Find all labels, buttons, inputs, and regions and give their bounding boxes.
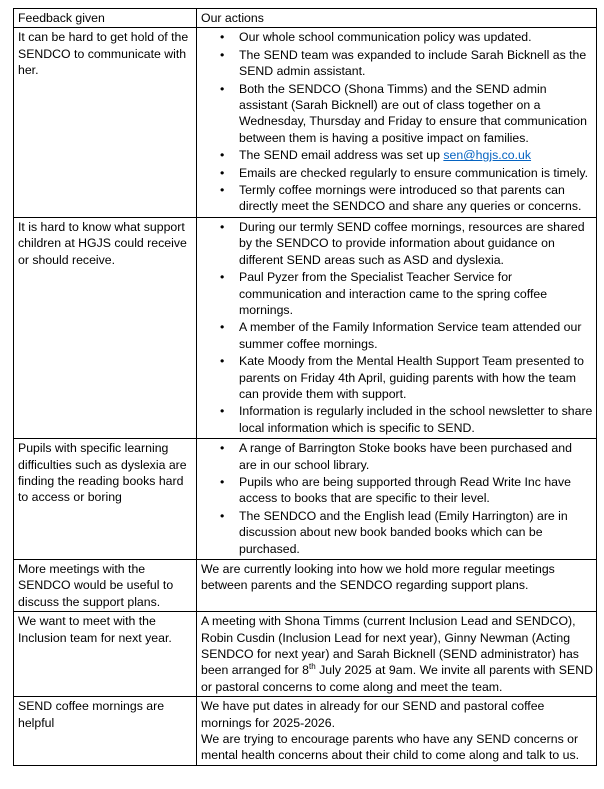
actions-list [201,440,593,557]
actions-cell [197,697,597,766]
actions-cell: We are currently looking into how we hold more regular meetings between parents and the SENDCO regarding support plans. [197,560,597,612]
actions-cell [197,439,597,560]
action-text: July 2025 at 9am. We invite all parents with SEND or pastoral concerns to come along and meet the team. [201,663,593,694]
ordinal-suffix: th [309,662,316,672]
header-actions: Our actions [197,9,597,28]
table-row [14,439,597,560]
header-row [14,9,597,28]
actions-cell [197,28,597,217]
list-item: • Both the SENDCO (Shona Timms) and the SEND admin assistant (Sarah Bicknell) are out of class together on a Wednesday, Thursday and Friday to ensure that communication between them is having a positive impact on families. [239,81,593,147]
list-item: • The SENDCO and the English lead (Emily Harrington) are in discussion about new book banded books which can be purchased. [239,508,593,557]
table-row [14,612,597,697]
feedback-cell: It is hard to know what support children at HGJS could receive or should receive. [14,217,197,438]
action-text: A meeting with Shona Timms (current Inclusion Lead and SENDCO), Robin Cusdin (Inclusion Lead for next year), Ginny Newman (Acting SENDCO for next year) and Sarah Bicknell (SEND administrator) has been arranged for 8 [201,614,579,678]
table-row [14,28,597,217]
list-item: • Emails are checked regularly to ensure communication is timely. [239,165,593,181]
table-row [14,697,597,766]
actions-cell [197,612,597,697]
list-item: • Paul Pyzer from the Specialist Teacher Service for communication and interaction came to the spring coffee mornings. [239,269,593,318]
list-item: • Pupils who are being supported through Read Write Inc have access to books that are specific to their level. [239,474,593,507]
action-paragraph: We are trying to encourage parents who have any SEND concerns or mental health concerns about their child to come along and talk to us. [201,732,580,763]
feedback-cell: More meetings with the SENDCO would be useful to discuss the support plans. [14,560,197,612]
feedback-cell: It can be hard to get hold of the SENDCO to communicate with her. [14,28,197,217]
action-paragraph: We have put dates in already for our SEND and pastoral coffee mornings for 2025-2026. [201,699,545,730]
actions-list [201,219,593,436]
table-row [14,217,597,438]
email-link[interactable]: sen@hgjs.co.uk [443,148,532,163]
list-item: • A range of Barrington Stoke books have been purchased and are in our school library. [239,440,593,473]
list-item: • Information is regularly included in the school newsletter to share local information which is specific to SEND. [239,403,593,436]
list-item: • Kate Moody from the Mental Health Support Team presented to parents on Friday 4th April, guiding parents with how the team can provide them with support. [239,353,593,402]
feedback-cell: Pupils with specific learning difficulties such as dyslexia are finding the reading books hard to access or boring [14,439,197,560]
list-item: • The SEND team was expanded to include Sarah Bicknell as the SEND admin assistant. [239,47,593,80]
actions-list [201,29,593,214]
actions-cell [197,217,597,438]
table-row [14,560,597,612]
list-item: • A member of the Family Information Service team attended our summer coffee mornings. [239,319,593,352]
list-item: • Termly coffee mornings were introduced so that parents can directly meet the SENDCO and share any queries or concerns. [239,182,593,215]
feedback-cell: We want to meet with the Inclusion team for next year. [14,612,197,697]
list-item [239,147,593,163]
list-item-text: The SEND email address was set up [239,148,440,163]
list-item: • During our termly SEND coffee mornings, resources are shared by the SENDCO to provide information about guidance on different SEND areas such as ASD and dyslexia. [239,219,593,268]
list-item: • Our whole school communication policy was updated. [239,29,593,45]
header-feedback: Feedback given [14,9,197,28]
feedback-cell: SEND coffee mornings are helpful [14,697,197,766]
feedback-table [13,8,597,766]
